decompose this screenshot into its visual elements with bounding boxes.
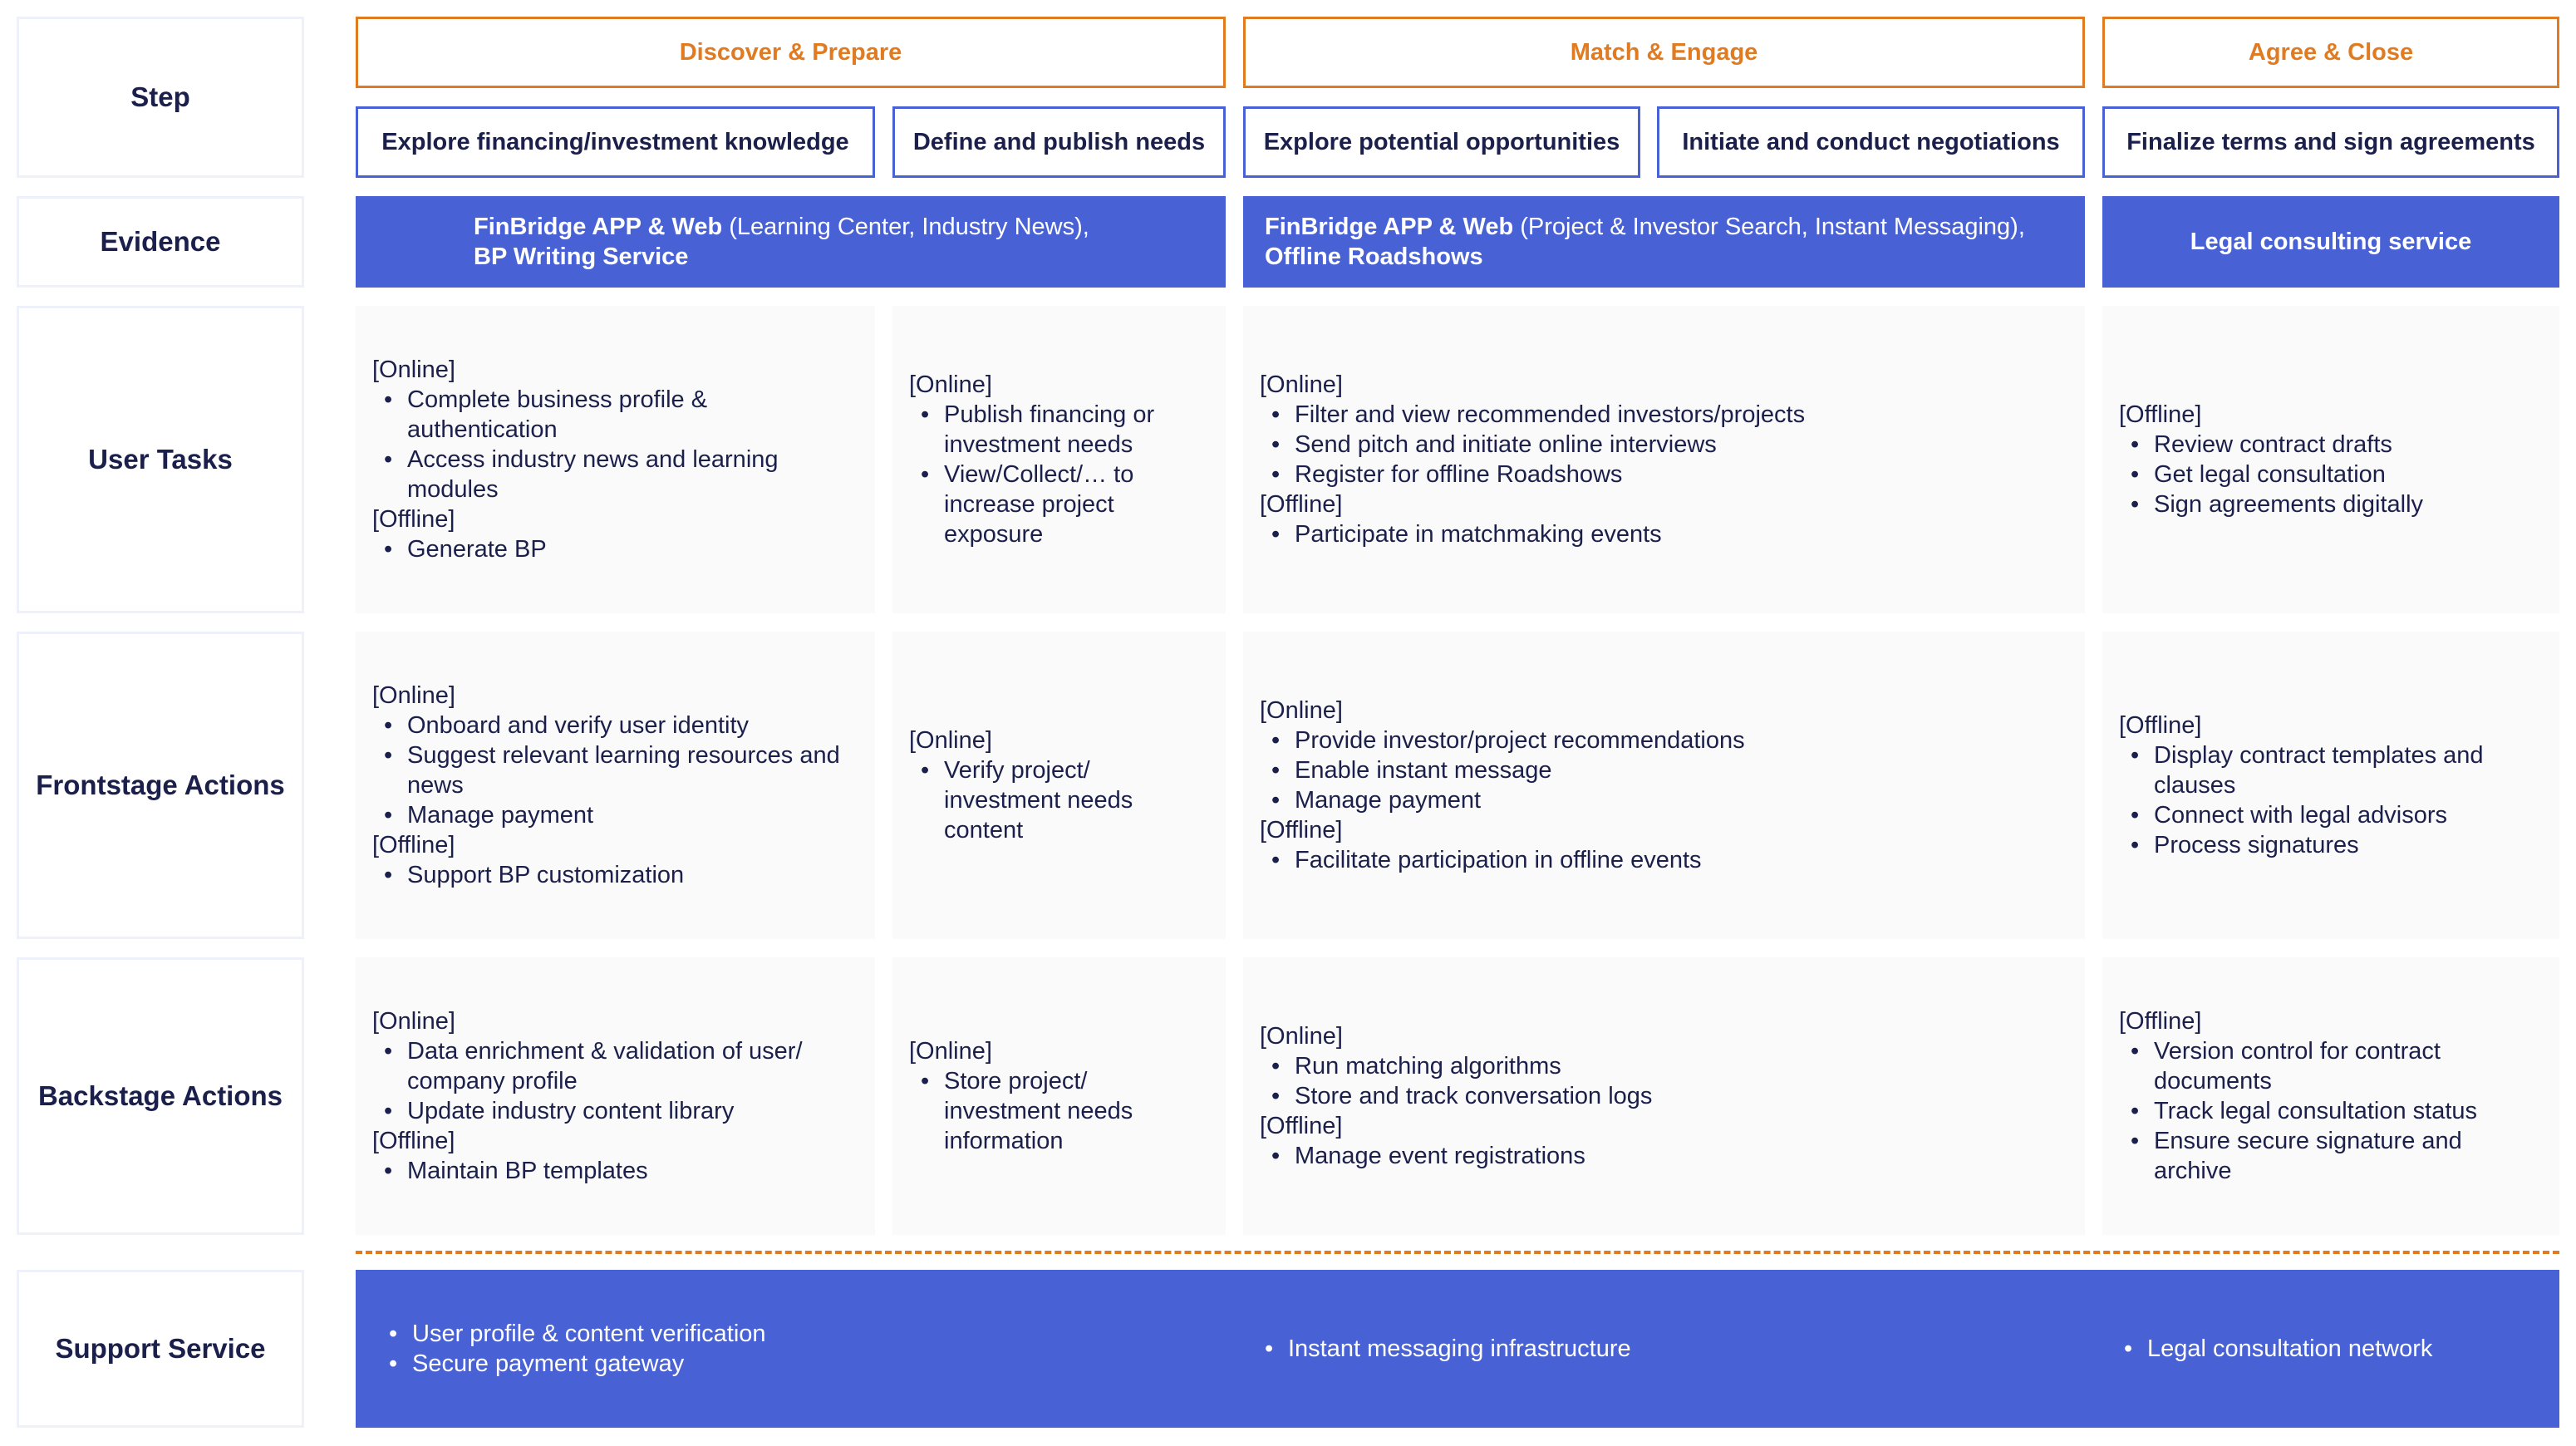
list-item: • Register for offline Roadshows — [1260, 460, 1805, 489]
frontstage-cell-4 — [2102, 632, 2559, 939]
offline-tag: [Offline] — [1260, 817, 1343, 844]
evidence-title: FinBridge APP & Web — [474, 214, 723, 240]
row-label-support: Support Service — [17, 1270, 304, 1428]
offline-list — [372, 860, 858, 890]
online-tag: [Online] — [372, 357, 455, 383]
offline-tag: [Offline] — [1260, 491, 1343, 518]
list-item: • Review contract drafts — [2119, 430, 2423, 460]
list-item: • Manage event registrations — [1260, 1141, 1652, 1171]
online-list — [909, 400, 1209, 549]
online-list — [1260, 725, 1745, 815]
evidence-agree — [2102, 196, 2559, 288]
list-item: • Verify project/ investment needs content — [909, 755, 1209, 845]
online-list — [372, 1036, 858, 1126]
list-item: • Manage payment — [1260, 785, 1745, 815]
user-tasks-cell-3 — [1243, 306, 2085, 613]
stage-discover-prepare: Discover & Prepare — [356, 17, 1226, 88]
list-item: • Generate BP — [372, 534, 858, 564]
user-tasks-cell-2 — [892, 306, 1226, 613]
evidence-title: Legal consulting service — [2190, 229, 2472, 255]
list-item: • Facilitate participation in offline events — [1260, 845, 1745, 875]
list-item: • Maintain BP templates — [372, 1156, 858, 1186]
list-item: • Process signatures — [2119, 830, 2543, 860]
offline-list — [372, 1156, 858, 1186]
evidence-title-2: Offline Roadshows — [1265, 243, 1483, 270]
offline-list — [2119, 1036, 2543, 1186]
row-label-user-tasks: User Tasks — [17, 306, 304, 613]
substep-explore-opportunities: Explore potential opportunities — [1243, 106, 1640, 178]
list-item: • Publish financing or investment needs — [909, 400, 1209, 460]
stage-match-engage: Match & Engage — [1243, 17, 2085, 88]
offline-tag: [Offline] — [2119, 401, 2202, 428]
backstage-cell-4 — [2102, 957, 2559, 1235]
support-list-1 — [377, 1319, 766, 1379]
list-item: • Instant messaging infrastructure — [1253, 1334, 1631, 1364]
list-item: • Get legal consultation — [2119, 460, 2423, 489]
online-tag: [Online] — [909, 371, 992, 398]
offline-list — [1260, 519, 1805, 549]
support-list-3 — [2112, 1334, 2432, 1364]
list-item: • Onboard and verify user identity — [372, 711, 858, 740]
online-list — [909, 755, 1209, 845]
list-item: • Complete business profile & authentication — [372, 385, 858, 445]
offline-tag: [Offline] — [372, 506, 455, 533]
evidence-detail: (Learning Center, Industry News), — [722, 214, 1089, 240]
offline-list — [372, 534, 858, 564]
offline-tag: [Offline] — [2119, 712, 2202, 739]
row-label-evidence: Evidence — [17, 196, 304, 288]
online-tag: [Online] — [1260, 371, 1343, 398]
substep-negotiations: Initiate and conduct negotiations — [1657, 106, 2085, 178]
list-item: • Store project/ investment needs information — [909, 1066, 1209, 1156]
backstage-cell-2 — [892, 957, 1226, 1235]
list-item: • Store and track conversation logs — [1260, 1081, 1652, 1111]
offline-tag: [Offline] — [2119, 1008, 2202, 1035]
online-tag: [Online] — [372, 682, 455, 709]
list-item: • Legal consultation network — [2112, 1334, 2432, 1364]
online-tag: [Online] — [909, 1038, 992, 1065]
list-item: • Enable instant message — [1260, 755, 1745, 785]
row-label-frontstage: Frontstage Actions — [17, 632, 304, 939]
offline-tag: [Offline] — [1260, 1113, 1343, 1139]
evidence-discover — [356, 196, 1226, 288]
evidence-match — [1243, 196, 2085, 288]
frontstage-cell-2 — [892, 632, 1226, 939]
frontstage-cell-3 — [1243, 632, 2085, 939]
online-tag: [Online] — [909, 727, 992, 754]
list-item: • Suggest relevant learning resources and news — [372, 740, 858, 800]
list-item: • Data enrichment & validation of user/ company profile — [372, 1036, 858, 1096]
list-item: • User profile & content verification — [377, 1319, 766, 1349]
list-item: • Connect with legal advisors — [2119, 800, 2543, 830]
backstage-cell-3 — [1243, 957, 2085, 1235]
list-item: • Version control for contract documents — [2119, 1036, 2543, 1096]
offline-tag: [Offline] — [372, 1128, 455, 1154]
list-item: • View/Collect/… to increase project exposure — [909, 460, 1209, 549]
user-tasks-cell-1 — [356, 306, 875, 613]
offline-list — [2119, 740, 2543, 860]
offline-list — [2119, 430, 2423, 519]
online-tag: [Online] — [372, 1008, 455, 1035]
stage-agree-close: Agree & Close — [2102, 17, 2559, 88]
online-list — [372, 385, 858, 504]
online-tag: [Online] — [1260, 697, 1343, 724]
list-item: • Support BP customization — [372, 860, 858, 890]
list-item: • Sign agreements digitally — [2119, 489, 2423, 519]
list-item: • Send pitch and initiate online interviews — [1260, 430, 1805, 460]
substep-finalize-terms: Finalize terms and sign agreements — [2102, 106, 2559, 178]
online-list — [909, 1066, 1209, 1156]
row-label-step: Step — [17, 17, 304, 178]
list-item: • Run matching algorithms — [1260, 1051, 1652, 1081]
row-label-backstage: Backstage Actions — [17, 957, 304, 1235]
list-item: • Ensure secure signature and archive — [2119, 1126, 2543, 1186]
list-item: • Manage payment — [372, 800, 858, 830]
substep-define-needs: Define and publish needs — [892, 106, 1226, 178]
substep-explore-knowledge: Explore financing/investment knowledge — [356, 106, 875, 178]
list-item: • Access industry news and learning modules — [372, 445, 858, 504]
divider-dashed — [356, 1251, 2559, 1254]
list-item: • Display contract templates and clauses — [2119, 740, 2543, 800]
support-list-2 — [1253, 1334, 1631, 1364]
online-list — [1260, 400, 1805, 489]
support-service-band — [356, 1270, 2559, 1428]
offline-list — [1260, 1141, 1652, 1171]
evidence-detail: (Project & Investor Search, Instant Messaging), — [1513, 214, 2025, 240]
list-item: • Secure payment gateway — [377, 1349, 766, 1379]
online-list — [1260, 1051, 1652, 1111]
backstage-cell-1 — [356, 957, 875, 1235]
evidence-title-2: BP Writing Service — [474, 243, 689, 270]
evidence-title: FinBridge APP & Web — [1265, 214, 1514, 240]
offline-tag: [Offline] — [372, 832, 455, 858]
list-item: • Participate in matchmaking events — [1260, 519, 1805, 549]
online-list — [372, 711, 858, 830]
frontstage-cell-1 — [356, 632, 875, 939]
list-item: • Provide investor/project recommendations — [1260, 725, 1745, 755]
online-tag: [Online] — [1260, 1023, 1343, 1050]
list-item: • Track legal consultation status — [2119, 1096, 2543, 1126]
list-item: • Filter and view recommended investors/projects — [1260, 400, 1805, 430]
user-tasks-cell-4 — [2102, 306, 2559, 613]
list-item: • Update industry content library — [372, 1096, 858, 1126]
offline-list — [1260, 845, 1745, 875]
